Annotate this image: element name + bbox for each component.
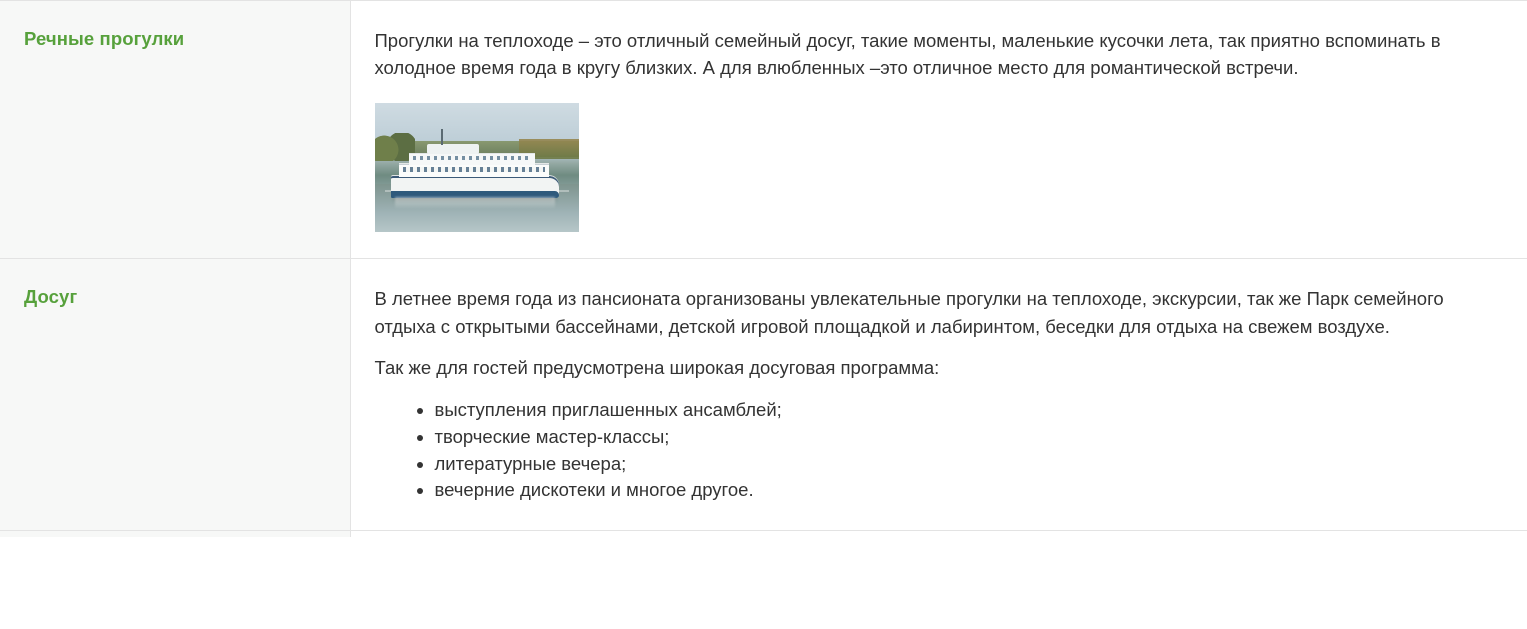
list-item: • творческие мастер-классы;	[435, 424, 1488, 451]
table-row	[0, 1, 1527, 259]
row-content-cell-leisure	[350, 259, 1527, 531]
table-row-next	[0, 531, 1527, 537]
paragraph: Прогулки на теплоходе – это отличный семейный досуг, такие моменты, маленькие кусочки лета, так приятно вспоминать в холодное время года в кругу близких. А для влюбленных –это отличное место для романтической встречи.	[374, 30, 1441, 79]
photo-boat-windows-lower	[403, 167, 545, 172]
image-wrapper	[375, 103, 1488, 232]
photo-boat-mast	[441, 129, 443, 145]
row-label-cell-leisure	[0, 259, 350, 531]
photo-boat-windows-upper	[413, 156, 531, 160]
row-label-cell-next	[0, 531, 350, 537]
paragraph: Так же для гостей предусмотрена широкая досуговая программа:	[374, 356, 940, 378]
photo-boat-hull	[391, 175, 559, 198]
row-label: Речные прогулки	[24, 28, 185, 49]
photo-water-reflection	[395, 197, 555, 209]
row-label: Досуг	[24, 286, 78, 308]
list-item: • выступления приглашенных ансамблей;	[435, 397, 1488, 424]
list-item: • литературные вечера;	[435, 451, 1488, 478]
row-content-cell-next	[350, 531, 1527, 537]
table-row	[0, 259, 1527, 531]
leisure-program-list	[375, 397, 1488, 504]
river-cruise-boat-photo	[375, 103, 579, 232]
list-item: • вечерние дискотеки и многое другое.	[435, 477, 1488, 504]
row-content-cell-river-cruises	[350, 1, 1527, 259]
paragraph: В летнее время года из пансионата организованы увлекательные прогулки на теплоходе, экскурсии, так же Парк семейного отдыха с открытыми бассейнами, детской игровой площадкой и лабиринтом, беседки для отдыха на свежем воздухе.	[374, 288, 1444, 337]
row-label-cell-river-cruises	[0, 1, 350, 259]
photo-boat-wheelhouse	[427, 144, 479, 154]
